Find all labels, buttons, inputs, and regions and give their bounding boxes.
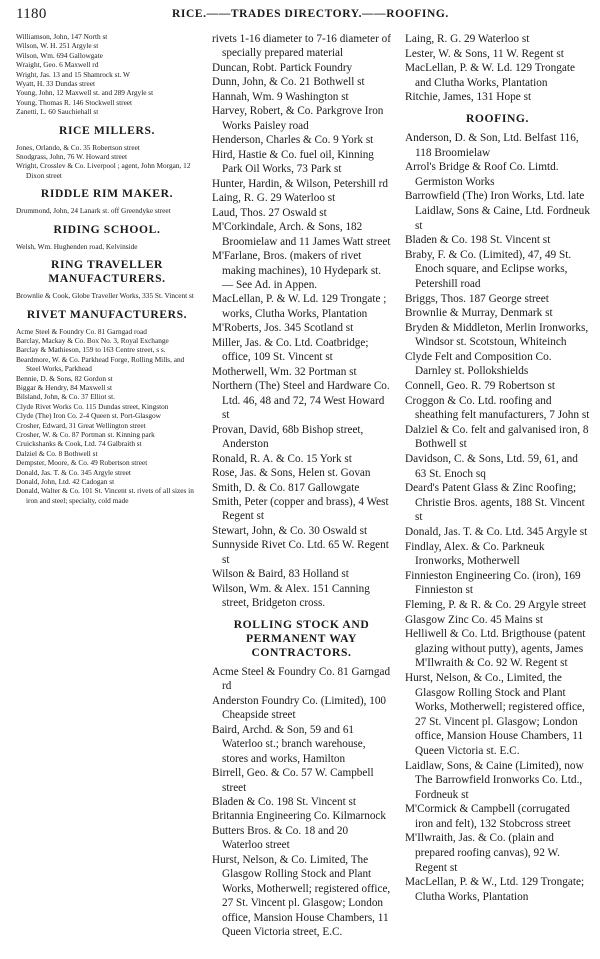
- page-header: [16, 4, 590, 24]
- directory-entry: Acme Steel & Foundry Co. 81 Garngad rd: [212, 665, 391, 693]
- directory-entry: Provan, David, 68b Bishop street, Anderston: [212, 423, 364, 451]
- directory-entry: Young, Thomas R. 146 Stockwell street: [16, 97, 133, 107]
- directory-entry: Bennie, D. & Sons, 82 Gordon st: [16, 373, 113, 383]
- directory-entry: Northern (The) Steel and Hardware Co. Ltd. 46, 48 and 72, 74 West Howard st: [212, 380, 390, 422]
- directory-entry: MacLellan, P. & W., Ltd. 129 Trongate; Clutha Works, Plantation: [405, 876, 585, 903]
- directory-entry: Bilsland, John, & Co. 37 Elliot st.: [16, 392, 115, 402]
- directory-entry: Anderson, D. & Son, Ltd. Belfast 116, 118 Broomielaw: [405, 131, 579, 159]
- directory-entry: Dunn, John, & Co. 21 Bothwell st: [212, 76, 365, 89]
- directory-entry: Dalziel & Co. 8 Bothwell st: [16, 448, 98, 458]
- directory-entry: Henderson, Charles & Co. 9 York st: [212, 134, 374, 147]
- directory-entry: Helliwell & Co. Ltd. Brigthouse (patent glazing without putty), agents, James M'Ilwraith & Co. 92 W. Regent st: [405, 628, 586, 670]
- running-title: RICE.——TRADES DIRECTORY.——ROOFING.: [172, 8, 449, 20]
- directory-entry: M'Cormick & Campbell (corrugated iron and felt), 132 Stobcross street: [405, 803, 571, 830]
- directory-entry: Britannia Engineering Co. Kilmarnock: [212, 810, 386, 823]
- directory-entry: Rose, Jas. & Sons, Helen st. Govan: [212, 467, 371, 480]
- directory-entry: Motherwell, Wm. 32 Portman st: [212, 365, 357, 378]
- directory-entry: Donald, Jas. T. & Co. 345 Argyle street: [16, 467, 131, 477]
- directory-entry: Brownlie & Murray, Denmark st: [405, 307, 553, 320]
- section-heading: RIVET MANUFACTURERS.: [26, 307, 188, 321]
- directory-entry: Crosher, W. & Co. 87 Portman st. Kinning park: [16, 429, 155, 439]
- directory-entry: Drummond, John, 24 Lanark st. off Greendyke street: [16, 206, 171, 216]
- directory-entry: Wraight, Geo. 6 Maxwell rd: [16, 60, 99, 70]
- directory-entry: Briggs, Thos. 187 George street: [405, 292, 549, 305]
- directory-entry: Deard's Patent Glass & Zinc Roofing; Christie Bros. agents, 188 St. Vincent st: [405, 482, 585, 524]
- directory-entry: Clyde Rivet Works Co. 115 Dundas street, Kingston: [16, 401, 169, 411]
- directory-entry: Glasgow Zinc Co. 45 Mains st: [405, 613, 544, 626]
- directory-entry: Anderston Foundry Co. (Limited), 100 Cheapside street: [212, 694, 387, 722]
- directory-entry: Biggar & Hendry, 84 Maxwell st: [16, 382, 112, 392]
- directory-entry: Davidson, C. & Sons, Ltd. 59, 61, and 63 St. Enoch sq: [405, 453, 578, 480]
- directory-entry: Wilson, Wm. 694 Gallowgate: [16, 50, 103, 60]
- columns: [16, 32, 590, 940]
- directory-entry: Bladen & Co. 198 St. Vincent st: [212, 795, 356, 808]
- directory-entry: Young, John, 12 Maxwell st. and 289 Argyle st: [16, 88, 154, 98]
- directory-entry: Hurst, Nelson, & Co. Limited, The Glasgow Rolling Stock and Plant Works, Motherwell; registered office, 27 St. Vincent pl. Glasgow; London office, Mansion House Chambers, 11 Queen Victoria street, E.C.: [212, 853, 391, 939]
- directory-entry: Dempster, Moore, & Co. 49 Robertson street: [16, 458, 148, 468]
- directory-entry: Arrol's Bridge & Roof Co. Limtd. Germiston Works: [405, 161, 559, 188]
- column-middle: [202, 32, 395, 940]
- directory-entry: Hannah, Wm. 9 Washington st: [212, 90, 349, 103]
- directory-entry: Croggon & Co. Ltd. roofing and sheathing felt manufacturers, 7 John st: [405, 394, 590, 422]
- directory-entry: Findlay, Alex. & Co. Parkneuk Ironworks, Motherwell: [405, 540, 545, 568]
- directory-entry: M'Ilwraith, Jas. & Co. (plain and prepared roofing canvas), 92 W. Regent st: [405, 832, 560, 874]
- directory-entry: Donald, Walter & Co. 101 St. Vincent st. rivets of all sizes in iron and steel; specialty, cold made: [16, 486, 194, 505]
- directory-entry: Finnieston Engineering Co. (iron), 169 Finnieston st: [405, 569, 581, 597]
- directory-entry: Zanetti, L. 60 Sauchiehall st: [16, 107, 99, 117]
- column-left: [16, 32, 202, 940]
- directory-entry: Fleming, P. & R. & Co. 29 Argyle street: [405, 598, 587, 611]
- directory-entry: Ritchie, James, 131 Hope st: [405, 91, 532, 104]
- directory-entry: Bladen & Co. 198 St. Vincent st: [405, 234, 551, 247]
- directory-entry: Acme Steel & Foundry Co. 81 Garngad road: [16, 326, 147, 336]
- section-heading: RIDING SCHOOL.: [53, 222, 161, 236]
- directory-entry: Hurst, Nelson, & Co., Limited, the Glasgow Rolling Stock and Plant Works, Motherwell; registered office, 27 St. Vincent pl. Glasgow; London office, Mansion House Chambers, 11 Queen Victoria st. E.C.: [405, 671, 585, 757]
- directory-entry: Laing, R. G. 29 Waterloo st: [405, 33, 530, 45]
- section-heading: RIDDLE RIM MAKER.: [40, 187, 174, 201]
- directory-entry: Dalziel & Co. felt and galvanised iron, 8 Bothwell st: [405, 423, 589, 451]
- directory-entry: Smith, Peter (copper and brass), 4 West Regent st: [212, 496, 389, 523]
- directory-entry: Donald, Jas. T. & Co. Ltd. 345 Argyle st: [405, 526, 588, 538]
- directory-entry: Hird, Hastie & Co. fuel oil, Kinning Park Oil Works, 73 Park st: [212, 148, 374, 176]
- section-heading: RICE MILLERS.: [58, 123, 156, 137]
- page-number: 1180: [16, 6, 47, 22]
- directory-entry: Stewart, John, & Co. 30 Oswald st: [212, 524, 368, 537]
- directory-entry: Welsh, Wm. Hughenden road, Kelvinside: [16, 241, 138, 251]
- directory-entry: Wright, Crosslev & Co. Liverpool ; agent, John Morgan, 12 Dixon street: [16, 161, 191, 180]
- directory-entry: Wilson, Wm. & Alex. 151 Canning street, Bridgeton cross.: [212, 582, 370, 610]
- directory-entry: Baird, Archd. & Son, 59 and 61 Waterloo st.; branch warehouse, stores and works, Hamilton: [212, 723, 366, 765]
- section-heading: ROLLING STOCK AND PERMANENT WAY CONTRACTORS.: [233, 617, 370, 659]
- directory-entry: Crosher, Edward, 31 Great Wellington street: [16, 420, 146, 430]
- directory-entry: M'Corkindale, Arch. & Sons, 182 Broomielaw and 11 James Watt street: [212, 221, 391, 248]
- directory-entry: Laud, Thos. 27 Oswald st: [212, 206, 327, 219]
- directory-entry: Clyde Felt and Composition Co. Darnley st. Pollokshields: [405, 350, 552, 378]
- section-heading: ROOFING.: [465, 111, 530, 125]
- directory-entry: Sunnyside Rivet Co. Ltd. 65 W. Regent st: [212, 539, 389, 566]
- section-heading: RING TRAVELLER MANUFACTURERS.: [48, 258, 166, 286]
- directory-entry: Laing, R. G. 29 Waterloo st: [212, 192, 336, 205]
- directory-entry: Cruickshanks & Cook, Ltd. 74 Galbraith st: [16, 439, 142, 449]
- directory-entry: Laidlaw, Sons, & Caine (Limited), now The Barrowfield Ironworks Co. Ltd., Fordneuk st: [405, 759, 584, 801]
- directory-entry: Bryden & Middleton, Merlin Ironworks, Windsor st. Scotstoun, Whiteinch: [405, 321, 589, 349]
- directory-entry: Butters Bros. & Co. 18 and 20 Waterloo street: [212, 824, 349, 852]
- directory-entry: rivets 1-16 diameter to 7-16 diameter of specially prepared material: [212, 33, 391, 60]
- directory-entry: M'Farlane, Bros. (makers of rivet making machines), 10 Hydepark st.— See Ad. in Appen.: [212, 250, 382, 291]
- directory-entry: Snodgrass, John, 76 W. Howard street: [16, 152, 128, 162]
- directory-entry: Jones, Orlando, & Co. 35 Robertson street: [16, 142, 140, 152]
- directory-entry: Wyatt, H. 33 Dundas street: [16, 79, 95, 89]
- directory-entry: Donald, John, Ltd. 42 Cadogan st: [16, 477, 115, 486]
- directory-entry: MacLellan, P. & W. Ld. 129 Trongate and Clutha Works, Plantation: [405, 62, 576, 89]
- directory-entry: Smith, D. & Co. 817 Gallowgate: [212, 481, 360, 494]
- directory-entry: Clyde (The) Iron Co. 2-4 Queen st. Port-Glasgow: [16, 411, 161, 421]
- directory-entry: Wilson, W. H. 251 Argyle st: [16, 41, 99, 51]
- directory-entry: Beardmore, W. & Co. Parkhead Forge, Rolling Mills, and Steel Works, Parkhead: [16, 354, 185, 374]
- directory-entry: Barrowfield (The) Iron Works, Ltd. late Laidlaw, Sons & Caine, Ltd. Fordneuk st: [405, 190, 590, 232]
- directory-entry: Harvey, Robert, & Co. Parkgrove Iron Works Paisley road: [212, 105, 384, 132]
- directory-entry: Hunter, Hardin, & Wilson, Petershill rd: [212, 177, 389, 190]
- directory-entry: Brownlie & Cook, Globe Traveller Works, 335 St. Vincent st: [16, 291, 194, 301]
- directory-entry: Duncan, Robt. Partick Foundry: [212, 61, 353, 74]
- directory-entry: Barclay, Mackay & Co. Box No. 3, Royal Exchange: [16, 335, 169, 345]
- directory-entry: Wilson & Baird, 83 Holland st: [212, 568, 349, 581]
- directory-entry: M'Roberts, Jos. 345 Scotland st: [212, 322, 354, 335]
- directory-entry: Braby, F. & Co. (Limited), 47, 49 St. Enoch square, and Eclipse works, Petershill road: [405, 248, 572, 290]
- directory-entry: Connell, Geo. R. 79 Robertson st: [405, 380, 555, 393]
- directory-entry: Miller, Jas. & Co. Ltd. Coatbridge; office, 109 St. Vincent st: [212, 336, 369, 364]
- directory-entry: Williamson, John, 147 North st: [16, 32, 108, 41]
- directory-entry: Wright, Jas. 13 and 15 Shamrock st. W: [16, 69, 130, 79]
- directory-entry: Lester, W. & Sons, 11 W. Regent st: [405, 47, 564, 60]
- column-right: [395, 32, 590, 940]
- directory-entry: MacLellan, P. & W. Ld. 129 Trongate ; works, Clutha Works, Plantation: [212, 293, 387, 320]
- directory-entry: Ronald, R. A. & Co. 15 York st: [212, 452, 352, 465]
- directory-entry: Barclay & Mathieson, 159 to 163 Centre street, s s.: [16, 345, 166, 355]
- directory-entry: Birrell, Geo. & Co. 57 W. Campbell street: [212, 767, 374, 794]
